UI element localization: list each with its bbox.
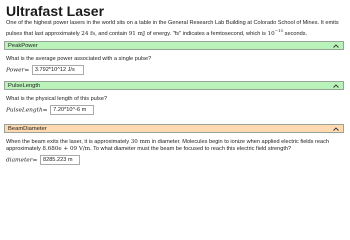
answer-row-peakpower <box>6 65 84 75</box>
intro-text-after: of energy. "fs" indicates a femtosecond, which is <box>146 30 266 37</box>
question-beamdiameter-value1: 30 mm <box>130 139 151 145</box>
answer-label-diameter: diameter= <box>6 157 38 164</box>
intro-energy-value: 91 mJ <box>128 30 146 37</box>
power-answer-field[interactable]: 3.792*10^12 J/s <box>32 65 84 75</box>
question-beamdiameter <box>6 139 342 153</box>
question-pulselength: What is the physical length of this pulse? <box>6 96 108 102</box>
question-beamdiameter-part2: in diameter. Molecules begin to ionize when applied electric fields reach approximately <box>6 139 330 152</box>
answer-label-power: Power= <box>6 67 30 74</box>
page-title: Ultrafast Laser <box>6 3 105 19</box>
answer-label-pulselength: PulseLength= <box>6 107 48 114</box>
intro-paragraph <box>6 20 344 38</box>
question-beamdiameter-part3: . To what diameter must the beam be focused to reach this electric field strength? <box>90 146 292 152</box>
chevron-up-icon[interactable] <box>332 42 340 50</box>
intro-duration-value: 24 fs <box>81 30 96 37</box>
section-header-peakpower[interactable] <box>4 41 344 50</box>
chevron-up-icon[interactable] <box>332 125 340 133</box>
section-title-pulselength: PulseLength <box>8 83 41 89</box>
question-beamdiameter-part1: When the beam exits the laser, it is approximately <box>6 139 130 145</box>
intro-text-mid: , and contain <box>95 30 128 37</box>
question-beamdiameter-value2: 8.680e + 09 V/m <box>42 146 91 152</box>
intro-femto-exponent: −15 <box>274 28 284 33</box>
intro-femto-value: 10 <box>267 30 275 37</box>
answer-row-pulselength <box>6 105 94 115</box>
answer-row-beamdiameter <box>6 155 80 165</box>
section-header-beamdiameter[interactable] <box>4 124 344 133</box>
diameter-answer-field[interactable]: 8285.223 m <box>40 155 80 165</box>
chevron-up-icon[interactable] <box>332 82 340 90</box>
intro-text-end: seconds. <box>284 30 308 37</box>
pulselength-answer-field[interactable]: 7.20*10^-6 m <box>50 105 94 115</box>
section-title-beamdiameter: BeamDiameter <box>8 126 47 132</box>
section-header-pulselength[interactable] <box>4 81 344 90</box>
question-peakpower: What is the average power associated with a single pulse? <box>6 56 152 62</box>
section-title-peakpower: PeakPower <box>8 43 38 49</box>
intro-text-before: One of the highest power lasers in the world sits on a table in the General Research Lab Building at Colorado School of Mines. It emits pulses that last approximately <box>6 20 339 37</box>
